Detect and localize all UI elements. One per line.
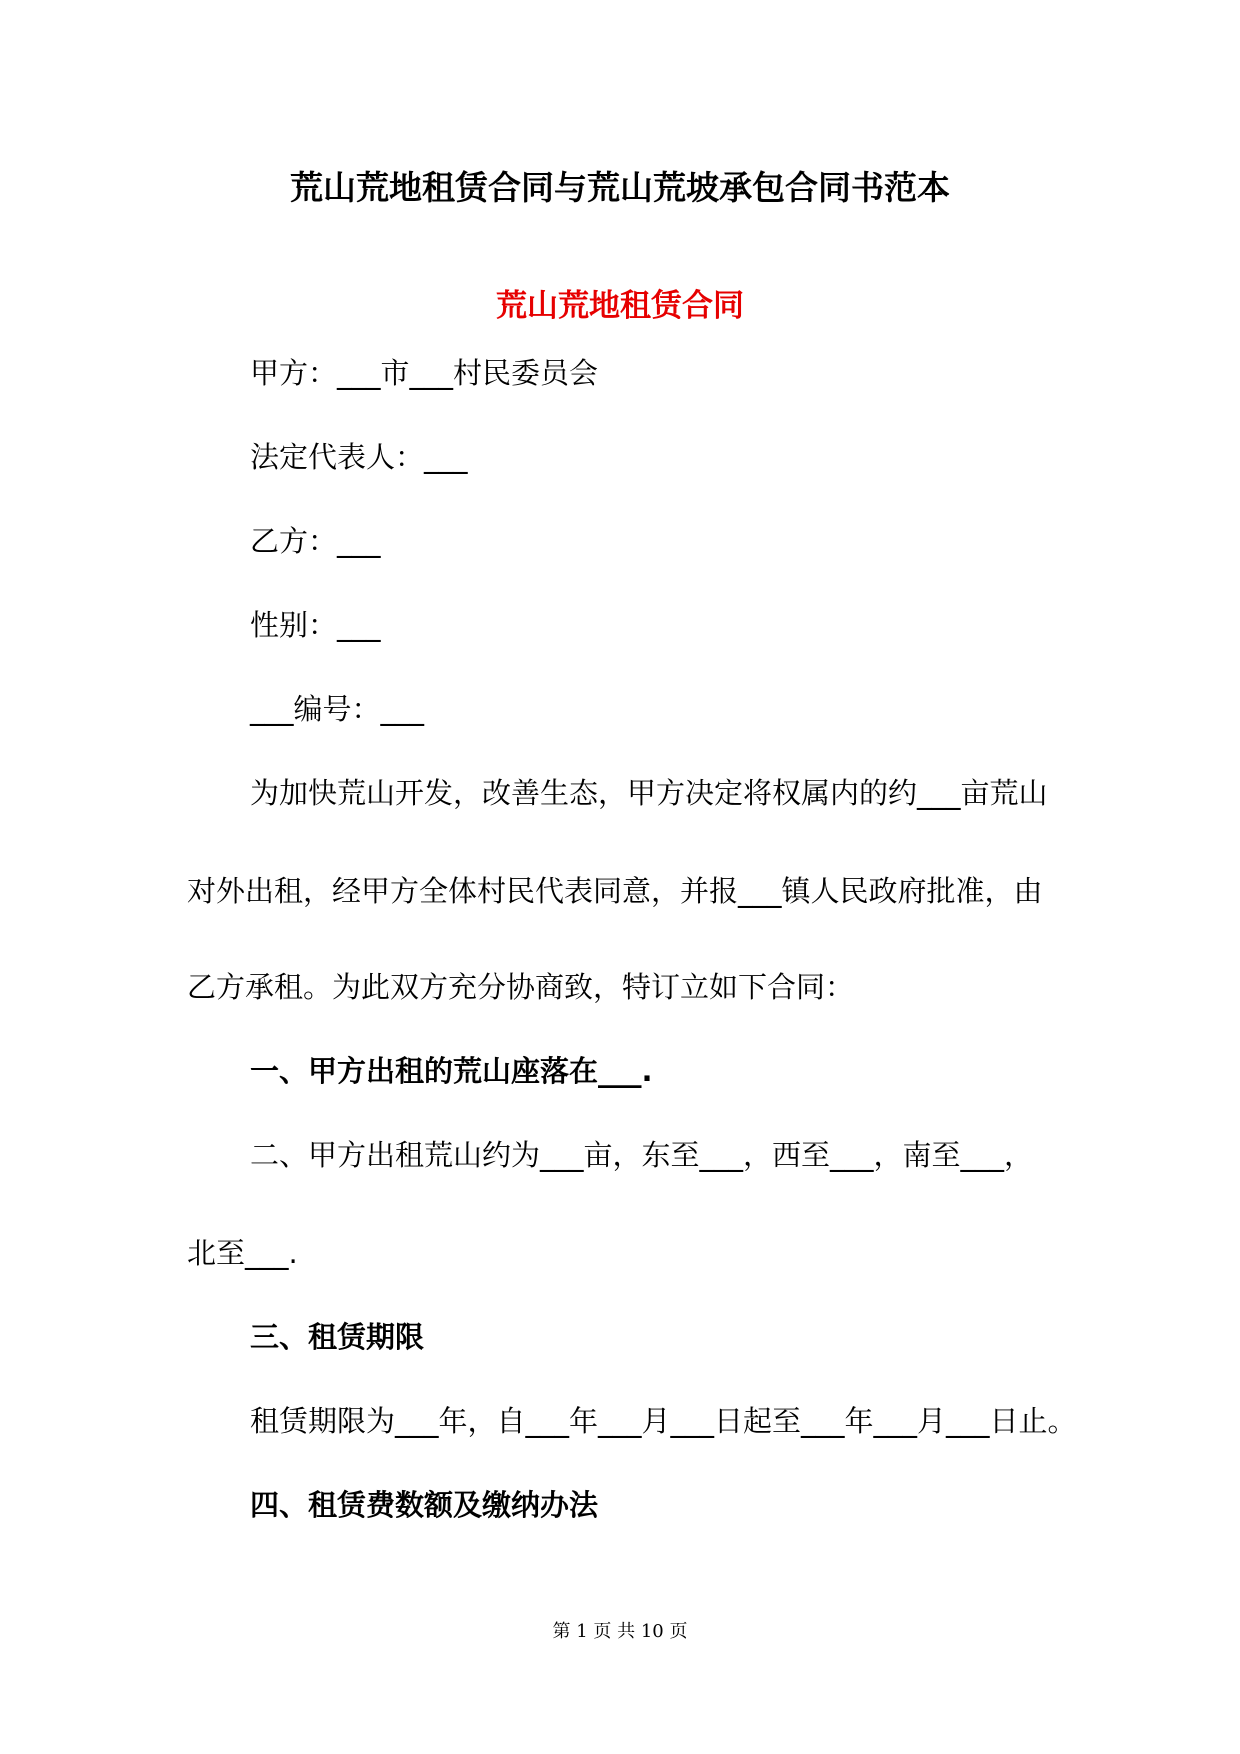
preamble-line-2: 对外出租，经甲方全体村民代表同意，并报___镇人民政府批准，由 xyxy=(187,874,1043,908)
clause-2-line-1: 二、甲方出租荒山约为___亩，东至___，西至___，南至___， xyxy=(250,1138,1034,1172)
clause-4-heading: 四、租赁费数额及缴纳办法 xyxy=(250,1488,599,1522)
preamble-line-3: 乙方承租。为此双方充分协商致，特订立如下合同： xyxy=(187,970,855,1004)
clause-3-heading: 三、租赁期限 xyxy=(250,1320,425,1354)
legal-representative-line: 法定代表人：___ xyxy=(250,440,468,474)
party-b-line: 乙方：___ xyxy=(250,524,381,558)
party-a-line: 甲方：___市___村民委员会 xyxy=(250,356,599,390)
id-number-line: ___编号：___ xyxy=(250,692,425,726)
clause-1-location: 一、甲方出租的荒山座落在___. xyxy=(250,1054,653,1088)
clause-3-term: 租赁期限为___年，自___年___月___日起至___年___月___日止。 xyxy=(250,1404,1077,1438)
preamble-line-1: 为加快荒山开发，改善生态，甲方决定将权属内的约___亩荒山 xyxy=(250,776,1048,810)
gender-line: 性别：___ xyxy=(250,608,381,642)
document-title: 荒山荒地租赁合同与荒山荒坡承包合同书范本 xyxy=(290,168,950,207)
clause-2-line-2: 北至___. xyxy=(187,1236,298,1270)
section-title: 荒山荒地租赁合同 xyxy=(496,288,744,324)
page-number: 第 1 页 共 10 页 xyxy=(552,1621,688,1642)
